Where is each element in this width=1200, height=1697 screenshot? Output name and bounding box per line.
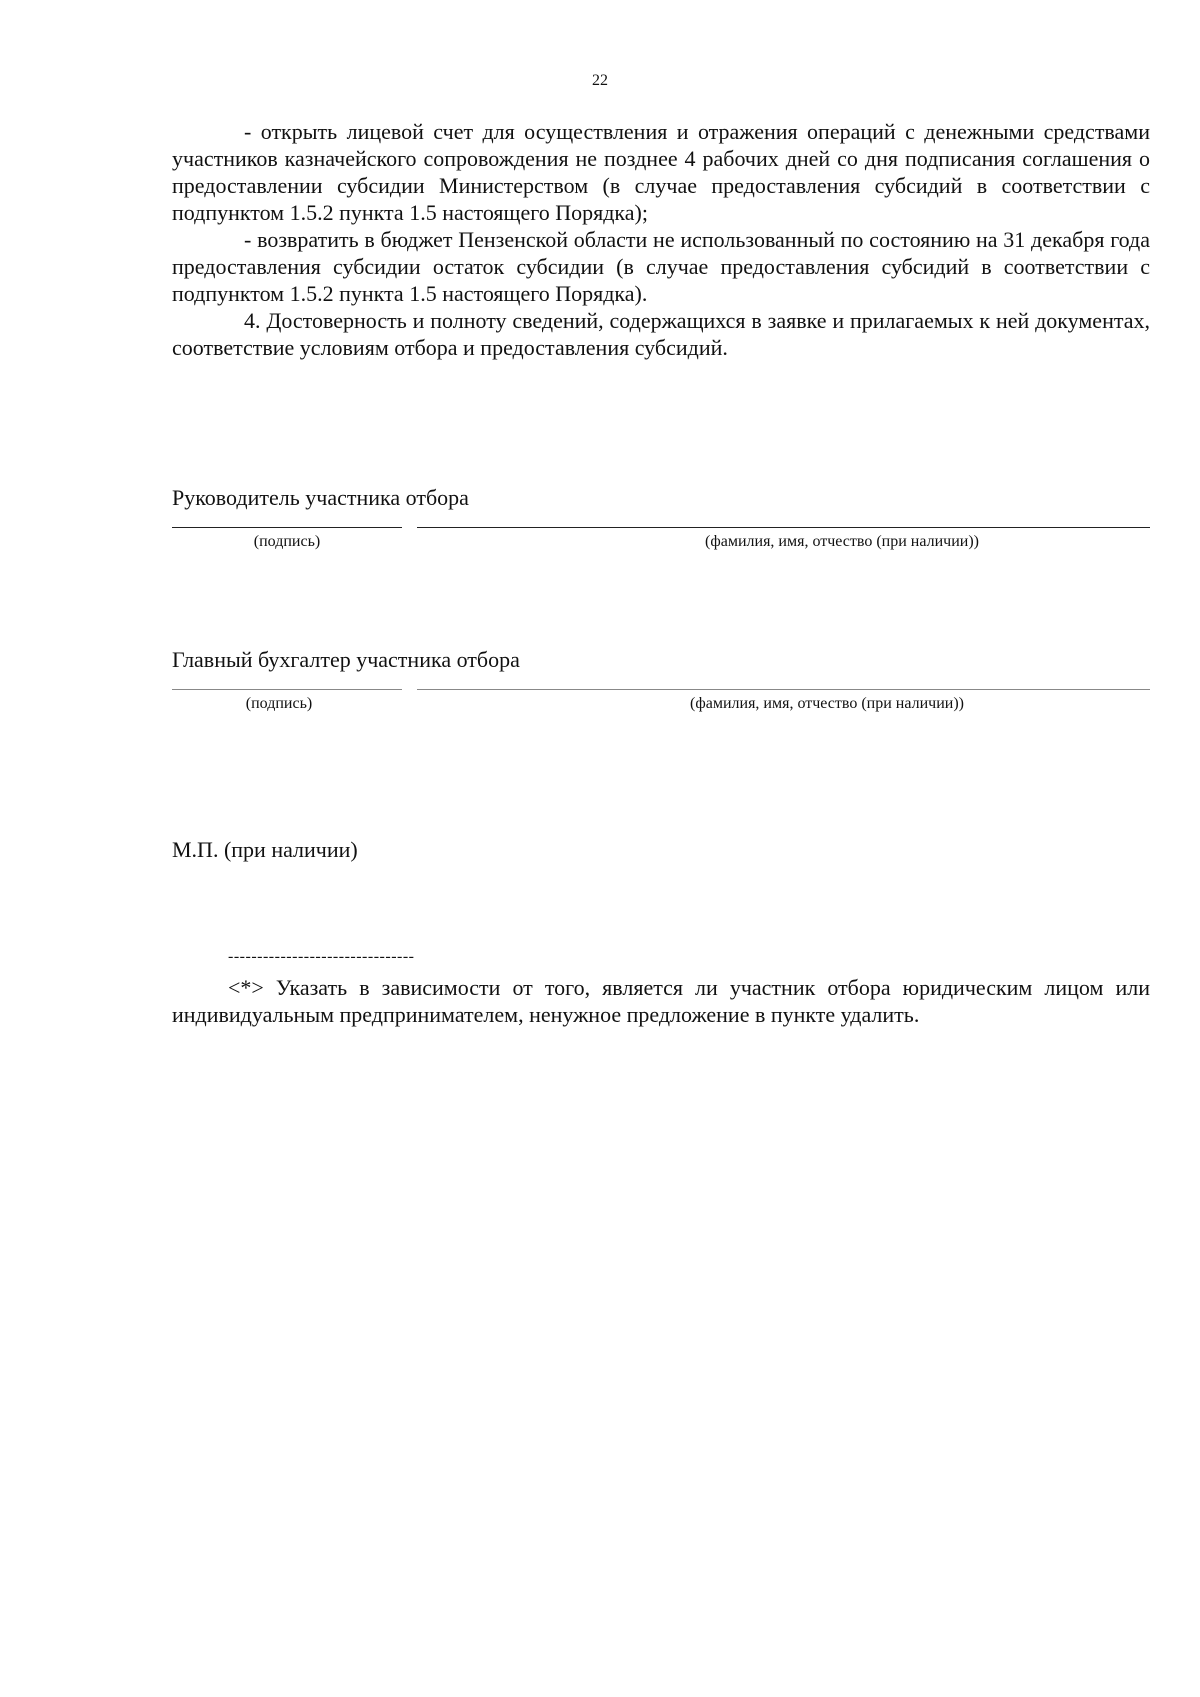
paragraph-open-account: - открыть лицевой счет для осуществления и отражения операций с денежными средствами участников казначейского сопровождения не позднее 4 рабочих дней со дня подписания соглашения о предоставлении субсидии Министерством (в случае предоставления субсидий в соответствии с подпунктом 1.5.2 пункта 1.5 настоящего Порядка); <box>172 119 1150 225</box>
signature-title-accountant: Главный бухгалтер участника отбора <box>172 647 520 672</box>
name-caption: (фамилия, имя, отчество (при наличии)) <box>705 533 979 550</box>
signature-block-head <box>172 484 1150 553</box>
name-line <box>417 689 1150 690</box>
page-number: 22 <box>592 72 608 89</box>
paragraph-return-funds: - возвратить в бюджет Пензенской области не использованный по состоянию на 31 декабря года предоставления субсидии остаток субсидии (в случае предоставления субсидий в соответствии с подпунктом 1.5.2 пункта 1.5 настоящего Порядка). <box>172 227 1150 306</box>
signature-line <box>172 689 402 690</box>
signature-block-accountant <box>172 646 1150 715</box>
footnote-separator: -------------------------------- <box>228 948 415 965</box>
signature-title-head: Руководитель участника отбора <box>172 485 469 510</box>
signature-caption: (подпись) <box>253 533 321 550</box>
name-caption: (фамилия, имя, отчество (при наличии)) <box>690 695 964 712</box>
signature-lines-accountant <box>172 681 1150 695</box>
stamp-placeholder: М.П. (при наличии) <box>172 837 358 862</box>
paragraph-reliability: 4. Достоверность и полноту сведений, содержащихся в заявке и прилагаемых к ней документах, соответствие условиям отбора и предоставления субсидий. <box>172 308 1150 360</box>
name-line <box>417 527 1150 528</box>
document-body <box>172 118 1150 361</box>
signature-lines-head <box>172 519 1150 533</box>
signature-captions-head <box>172 533 1150 553</box>
signature-line <box>172 527 402 528</box>
signature-captions-accountant <box>172 695 1150 715</box>
signature-caption: (подпись) <box>245 695 313 712</box>
footnote: <*> Указать в зависимости от того, является ли участник отбора юридическим лицом или индивидуальным предпринимателем, ненужное предложение в пункте удалить. <box>172 975 1150 1027</box>
